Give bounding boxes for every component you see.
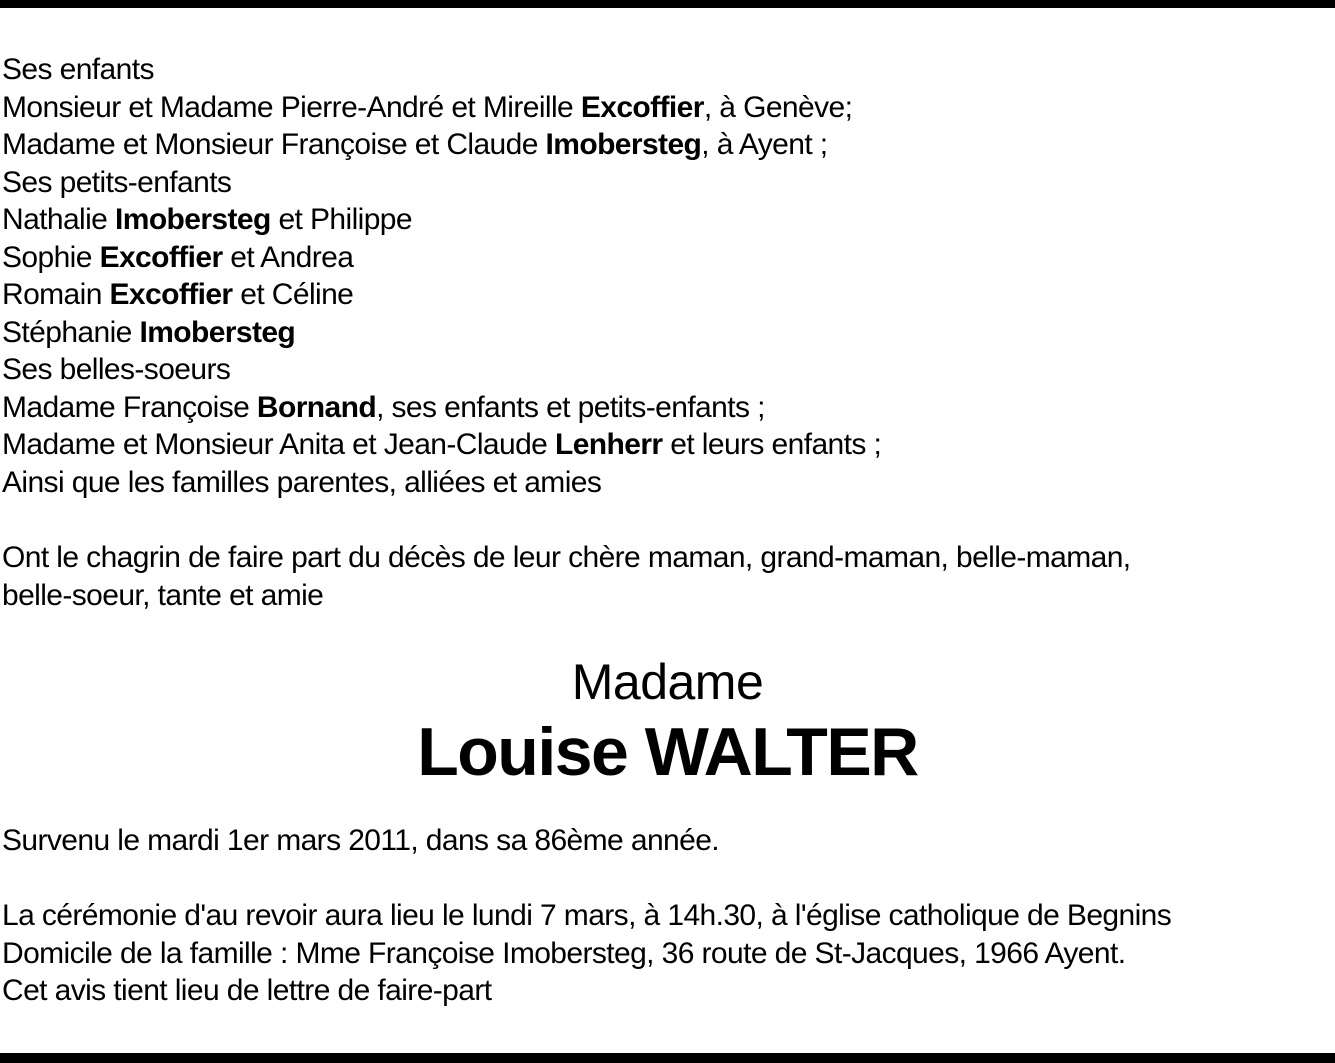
announcement-line-1: Ont le chagrin de faire part du décès de leur chère maman, grand-maman, belle-maman,	[2, 541, 1131, 574]
family-line: Madame Françoise Bornand, ses enfants et petits-enfants ;	[2, 390, 765, 424]
death-date-text	[2, 822, 719, 860]
family-line: Madame et Monsieur Françoise et Claude Imobersteg, à Ayent ;	[2, 128, 828, 161]
announcement-text	[2, 539, 1131, 614]
ceremony-line: La cérémonie d'au revoir aura lieu le lundi 7 mars, à 14h.30, à l'église catholique de Begnins	[2, 899, 1172, 932]
family-line: Ses petits-enfants	[2, 165, 232, 199]
deceased-name: Louise WALTER	[417, 714, 918, 790]
notice-line: Cet avis tient lieu de lettre de faire-part	[2, 974, 492, 1007]
family-line: Nathalie Imobersteg et Philippe	[2, 203, 412, 236]
family-line: Stéphanie Imobersteg	[2, 315, 296, 349]
family-line: Romain Excoffier et Céline	[2, 278, 354, 311]
announcement-line-2: belle-soeur, tante et amie	[2, 578, 324, 612]
survenu-line: Survenu le mardi 1er mars 2011, dans sa 86ème année.	[2, 824, 720, 857]
family-line: Madame et Monsieur Anita et Jean-Claude Lenherr et leurs enfants ;	[2, 428, 882, 461]
family-list	[2, 51, 881, 501]
ceremony-info	[2, 897, 1171, 1010]
family-line: Ses enfants	[2, 53, 154, 86]
top-border-rule	[0, 0, 1335, 8]
family-line: Ses belles-soeurs	[2, 353, 231, 386]
family-line: Monsieur et Madame Pierre-André et Mireille Excoffier, à Genève;	[2, 90, 853, 124]
domicile-line: Domicile de la famille : Mme Françoise Imobersteg, 36 route de St-Jacques, 1966 Ayent.	[2, 936, 1126, 970]
family-line: Sophie Excoffier et Andrea	[2, 240, 354, 274]
family-line: Ainsi que les familles parentes, alliées et amies	[2, 465, 602, 499]
bottom-border-rule	[0, 1053, 1335, 1063]
deceased-title: Madame	[571, 654, 764, 710]
